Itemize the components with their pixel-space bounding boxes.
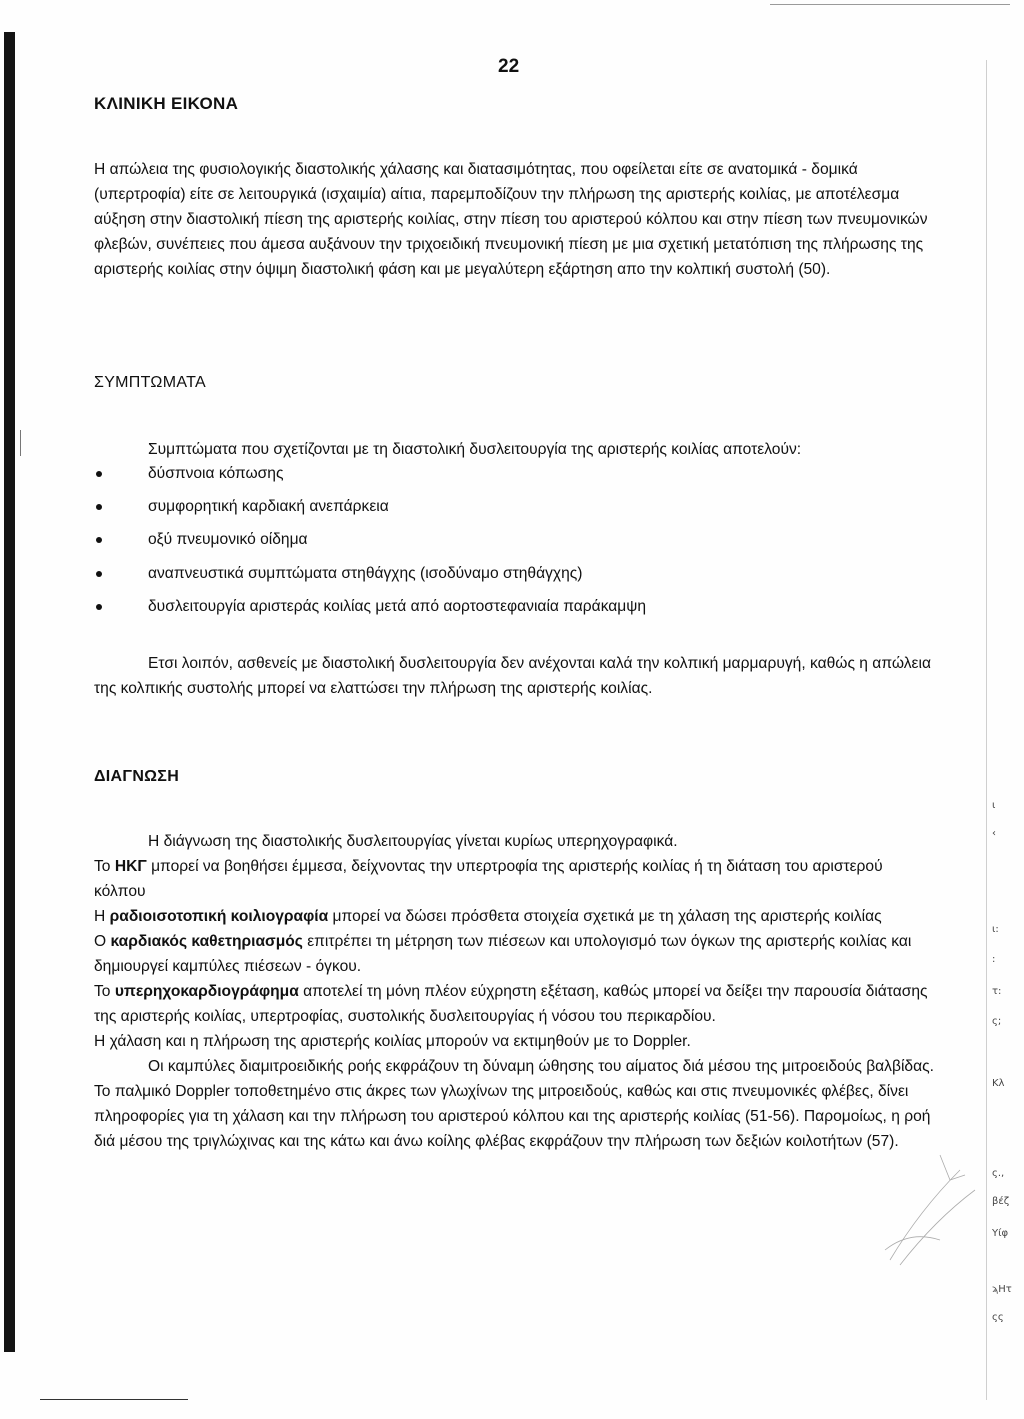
echo-term: υπερηχοκαρδιογράφημα bbox=[114, 983, 299, 1000]
list-item: δύσπνοια κόπωσης bbox=[94, 461, 936, 494]
echo-post: αποτελεί τη μόνη πλέον εύχρηστη εξέταση, καθώς μπορεί να δείξει την παρουσία διάτασης της αριστερής κοιλίας, υπερτροφίας, συστολικής δυσλειτουργίας ή νόσου του περικαρδίου. bbox=[94, 983, 928, 1025]
margin-fragment: ϡΗτ bbox=[992, 1284, 1012, 1295]
ecg-post: μπορεί να βοηθήσει έμμεσα, δείχνοντας την υπερτροφία της αριστερής κοιλίας ή τη διάταση του αριστερού κόλπου bbox=[94, 858, 883, 900]
ecg-pre: Το bbox=[94, 858, 115, 875]
list-item: αναπνευστικά συμπτώματα στηθάγχης (ισοδύναμο στηθάγχης) bbox=[94, 561, 936, 594]
clinical-heading: ΚΛΙΝΙΚΗ ΕΙΚΟΝΑ bbox=[94, 94, 239, 113]
margin-fragment: Υίφ bbox=[992, 1228, 1009, 1239]
list-item: συμφορητική καρδιακή ανεπάρκεια bbox=[94, 494, 936, 527]
diagnosis-cath bbox=[94, 929, 936, 979]
cath-pre: Ο bbox=[94, 933, 111, 950]
list-item: οξύ πνευμονικό οίδημα bbox=[94, 527, 936, 560]
margin-fragment: ςς bbox=[992, 1312, 1004, 1323]
radio-pre: Η bbox=[94, 908, 110, 925]
radio-post: μπορεί να δώσει πρόσθετα στοιχεία σχετικά με τη χάλαση της αριστερής κοιλίας bbox=[328, 908, 882, 925]
cath-post: επιτρέπει τη μέτρηση των πιέσεων και υπολογισμό των όγκων της αριστερής κοιλίας και δημιουργεί καμπύλες πιέσεων - όγκου. bbox=[94, 933, 912, 975]
margin-fragment: βέζ bbox=[992, 1196, 1010, 1207]
margin-fragment: ς; bbox=[992, 1016, 1002, 1027]
scan-edge-line bbox=[770, 4, 1010, 5]
page-number: 22 bbox=[498, 56, 520, 77]
list-item: δυσλειτουργία αριστεράς κοιλίας μετά από αορτοστεφανιαία παράκαμψη bbox=[94, 594, 936, 627]
symptoms-intro: Συμπτώματα που σχετίζονται με τη διαστολική δυσλειτουργία της αριστερής κοιλίας αποτελούν: bbox=[148, 441, 802, 458]
margin-fragment: τ: bbox=[992, 986, 1002, 997]
scan-smudge bbox=[880, 1150, 990, 1270]
binding-shadow bbox=[4, 32, 15, 1352]
diagnosis-heading: ΔΙΑΓΝΩΣΗ bbox=[94, 768, 180, 785]
margin-fragment: : bbox=[992, 954, 996, 965]
margin-fragment: ι: bbox=[992, 924, 999, 935]
diagnosis-radio bbox=[94, 904, 936, 929]
margin-fragment: ‹ bbox=[992, 828, 996, 839]
radio-term: ραδιοισοτοπική κοιλιογραφία bbox=[109, 908, 329, 925]
diagnosis-intro: Η διάγνωση της διαστολικής δυσλειτουργίας γίνεται κυρίως υπερηχογραφικά. bbox=[148, 833, 678, 850]
clinical-paragraph: Η απώλεια της φυσιολογικής διαστολικής χάλασης και διατασιμότητας, που οφείλεται είτε σε ανατομικά - δομικά (υπερτροφία) είτε σε λειτουργικά (ισχαιμία) αίτια, παρεμποδίζουν την πλήρωση της αριστερής κοιλίας, με αποτέλεσμα αύξηση στην διαστολική πίεση της αριστερής κοιλίας, στην πίεση του αριστερού κόλπου και στην πίεση των πνευμονικών φλεβών, συνέπειες που άμεσα αυξάνουν την τριχοειδική πνευμονική πίεση με μια σχετική μετατόπιση της πλήρωσης της αριστερής κοιλίας στην όψιμη διαστολική φάση και με μεγαλύτερη εξάρτηση απο την κολπική συστολή (50). bbox=[94, 161, 928, 278]
margin-fragment: ι bbox=[992, 800, 996, 811]
ecg-term: ΗΚΓ bbox=[114, 858, 147, 875]
symptoms-list bbox=[94, 461, 936, 627]
margin-fragment: Κλ bbox=[992, 1078, 1005, 1089]
symptoms-conclusion: Ετσι λοιπόν, ασθενείς με διαστολική δυσλειτουργία δεν ανέχονται καλά την κολπική μαρμαρυγή, καθώς η απώλεια της κολπικής συστολής μπορεί να ελαττώσει την πλήρωση της αριστερής κοιλίας. bbox=[94, 655, 931, 697]
footnote-rule bbox=[40, 1399, 188, 1400]
symptoms-heading: ΣΥΜΠΤΩΜΑΤΑ bbox=[94, 374, 206, 391]
diagnosis-closing: Οι καμπύλες διαμιτροειδικής ροής εκφράζουν τη δύναμη ώθησης του αίματος διά μέσου της μιτροειδούς βαλβίδας. Το παλμικό Doppler τοποθετημένο στις άκρες των γλωχίνων της μιτροειδούς, καθώς και στις πνευμονικές φλέβες, δίνει πληροφορίες για τη χάλαση και την πλήρωση του αριστερού κόλπου και της αριστερής κοιλίας (51-56). Παρομοίως, η ροή διά μέσου της τριγλώχινας και της κάτω και άνω κοίλης φλέβας εκφράζουν την πλήρωση των δεξιών κοιλοτήτων (57). bbox=[94, 1058, 934, 1150]
echo-pre: Το bbox=[94, 983, 115, 1000]
diagnosis-echo bbox=[94, 979, 936, 1029]
diagnosis-ecg bbox=[94, 854, 936, 904]
diagnosis-body bbox=[94, 829, 936, 1154]
margin-fragment: ς., bbox=[992, 1168, 1005, 1179]
stray-mark bbox=[20, 430, 21, 456]
diagnosis-doppler: Η χάλαση και η πλήρωση της αριστερής κοιλίας μπορούν να εκτιμηθούν με το Doppler. bbox=[94, 1033, 691, 1050]
cath-term: καρδιακός καθετηριασμός bbox=[110, 933, 303, 950]
